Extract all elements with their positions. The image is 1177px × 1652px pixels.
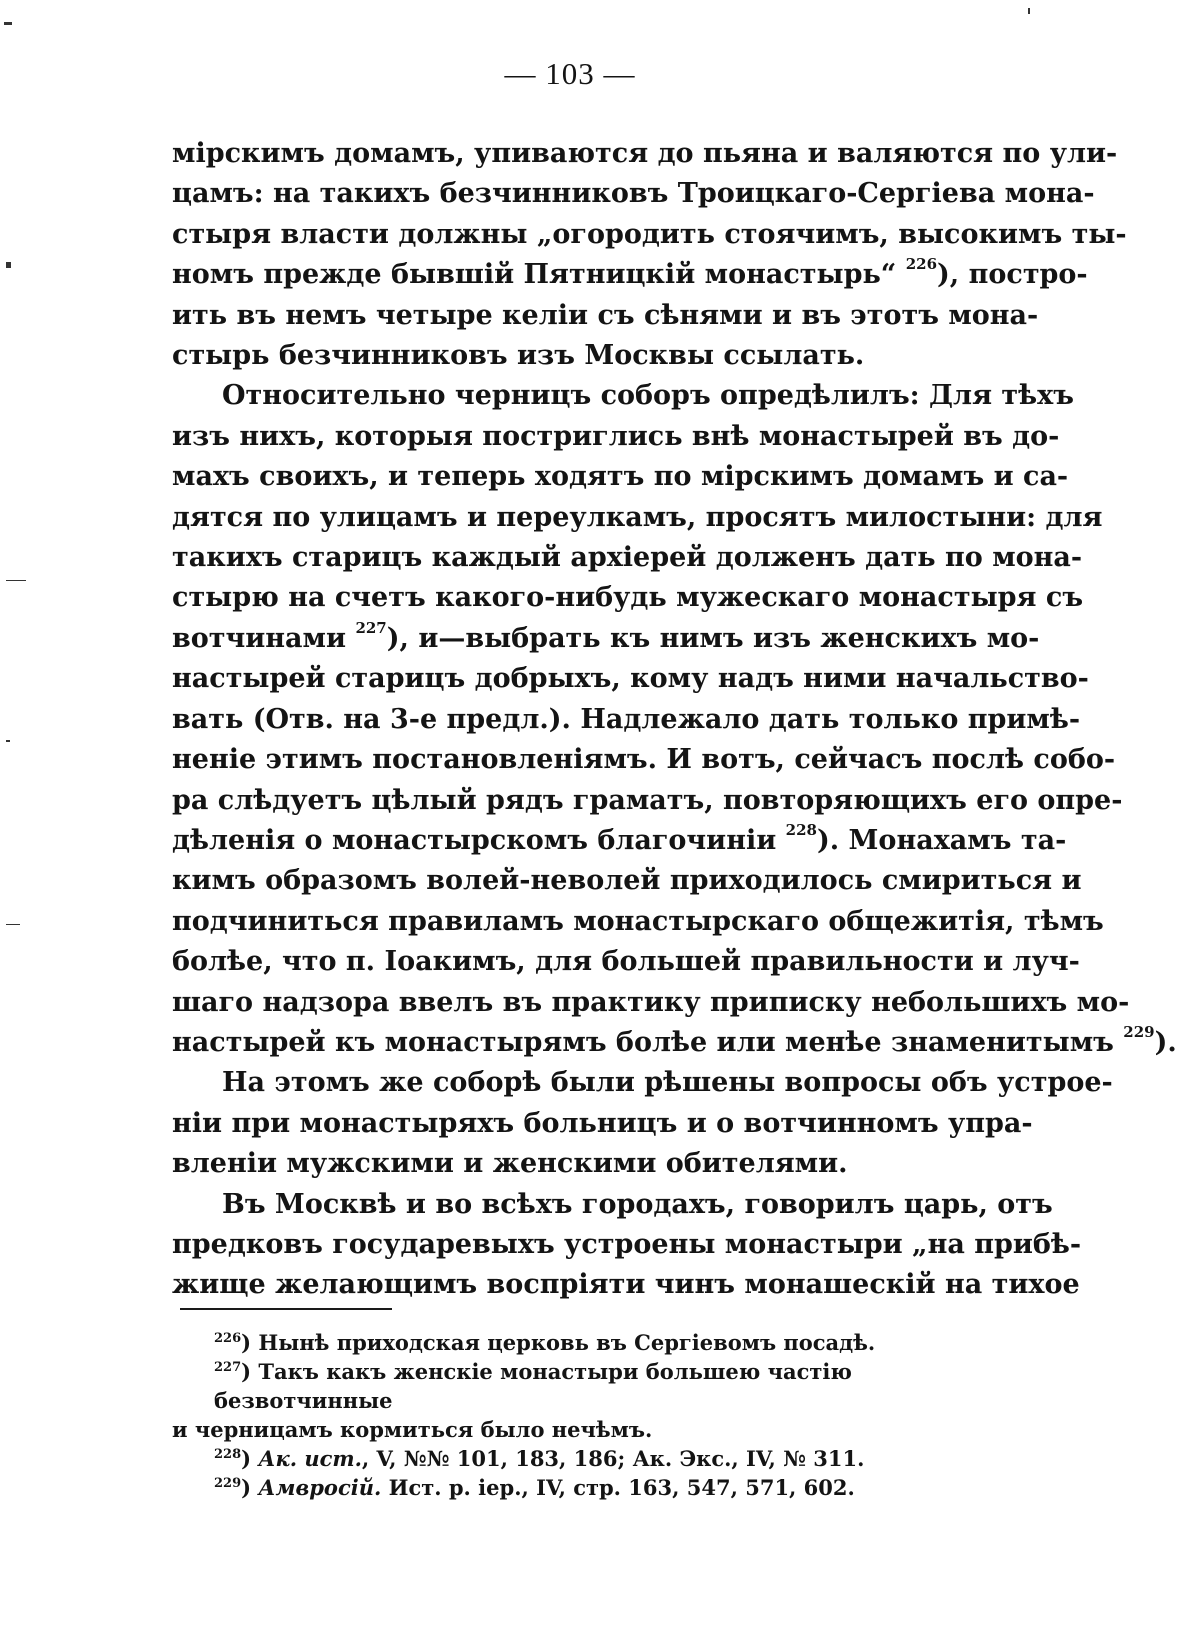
- text-line: вать (Отв. на 3-е предл.). Надлежало дать только примѣ-: [172, 703, 1081, 735]
- text-line: подчиниться правиламъ монастырскаго общежитія, тѣмъ: [172, 905, 1104, 937]
- text-line: такихъ старицъ каждый архіерей долженъ дать по мона-: [172, 542, 1083, 574]
- scan-speck: [6, 580, 26, 581]
- text-line: Относительно черницъ соборъ опредѣлилъ: Для тѣхъ: [222, 380, 1074, 412]
- text-line: махъ своихъ, и теперь ходятъ по мірскимъ домамъ и са-: [172, 461, 1069, 493]
- scan-speck: [6, 924, 20, 925]
- text-line: мірскимъ домамъ, упиваются до пьяна и валяются по ули-: [172, 138, 1118, 169]
- text-line: ра слѣдуетъ цѣлый рядъ граматъ, повторяющихъ его опре-: [172, 784, 1123, 816]
- text-line: дятся по улицамъ и переулкамъ, просятъ милостыни: для: [172, 501, 1103, 533]
- text-line: дѣленія о монастырскомъ благочиніи $^{228}$). Монахамъ та-: [172, 820, 1067, 856]
- text-line: Въ Москвѣ и во всѣхъ городахъ, говорилъ царь, отъ: [222, 1188, 1053, 1220]
- paragraph-3: [172, 1063, 1113, 1184]
- text-line: настырей къ монастырямъ болѣе или менѣе знаменитымъ $^{229}$).: [172, 1022, 1177, 1058]
- footnote-number: 228: [214, 1447, 242, 1462]
- text-line: неніе этимъ постановленіямъ. И вотъ, сейчасъ послѣ собо-: [172, 744, 1116, 776]
- text-line: предковъ государевыхъ устроены монастыри „на прибѣ-: [172, 1228, 1082, 1260]
- text-line: шаго надзора ввелъ въ практику приписку небольшихъ мо-: [172, 986, 1130, 1018]
- footnote-227-continued: и черницамъ кормиться было нечѣмъ.: [172, 1417, 653, 1442]
- text-line: болѣе, что п. Іоакимъ, для большей правильности и луч-: [172, 946, 1080, 978]
- footnote-ref-229[interactable]: 229: [1123, 1022, 1155, 1041]
- footnote-ref-226[interactable]: 226: [905, 255, 938, 274]
- text-line: жище желающимъ воспріяти чинъ монашескій на тихое: [172, 1269, 1080, 1301]
- text-line: ніи при монастыряхъ больницъ и о вотчинномъ упра-: [172, 1107, 1033, 1139]
- footnote-229: $^{229}$) Амвросій. Ист. р. іер., IV, стр. 163, 547, 571, 602.: [214, 1475, 855, 1500]
- text-line: вотчинами $^{227}$), и—выбрать къ нимъ изъ женскихъ мо-: [172, 618, 1040, 654]
- footnote-ref-227[interactable]: 227: [355, 618, 387, 637]
- text-line: стырю на счетъ какого-нибудь мужескаго монастыря съ: [172, 582, 1084, 614]
- text-line: номъ прежде бывшій Пятницкій монастырь“ $^{226}$), постро-: [172, 255, 1088, 291]
- footnote-number: 229: [214, 1476, 242, 1491]
- text-line: вленіи мужскими и женскими обителями.: [172, 1148, 848, 1180]
- footnote-number: 226: [214, 1331, 242, 1346]
- footnote-separator: [180, 1308, 392, 1310]
- scan-speck: [6, 262, 11, 268]
- text-line: На этомъ же соборѣ были рѣшены вопросы объ устрое-: [222, 1067, 1113, 1099]
- text-line: стыря власти должны „огородить стоячимъ, высокимъ ты-: [172, 218, 1127, 250]
- footnotes: [172, 1328, 982, 1502]
- footnote-228: $^{228}$) Ак. ист., V, №№ 101, 183, 186; Ак. Экс., IV, № 311.: [214, 1446, 865, 1471]
- scan-speck: [1028, 8, 1030, 14]
- paragraph-4: [172, 1185, 1082, 1306]
- paragraph-1: [172, 134, 1127, 376]
- text-line: цамъ: на такихъ безчинниковъ Троицкаго-Сергіева мона-: [172, 178, 1095, 210]
- scan-speck: [6, 740, 10, 742]
- scan-speck: [4, 22, 12, 25]
- text-line: стырь безчинниковъ изъ Москвы ссылать.: [172, 340, 865, 372]
- paragraph-2: [172, 376, 1177, 1063]
- footnote-ref-228[interactable]: 228: [785, 820, 817, 839]
- text-line: ить въ немъ четыре келіи съ сѣнями и въ этотъ мона-: [172, 299, 1039, 331]
- text-line: настырей старицъ добрыхъ, кому надъ ними начальство-: [172, 663, 1089, 695]
- text-line: изъ нихъ, которыя постриглись внѣ монастырей въ до-: [172, 420, 1060, 452]
- text-line: кимъ образомъ волей-неволей приходилось смириться и: [172, 865, 1082, 897]
- footnote-227: $^{227}$) Такъ какъ женскіе монастыри большею частію безвотчинные: [214, 1359, 852, 1413]
- page-number: — 103 —: [504, 56, 636, 91]
- footnote-number: 227: [214, 1360, 242, 1375]
- footnote-226: $^{226}$) Нынѣ приходская церковь въ Сергіевомъ посадѣ.: [214, 1330, 876, 1355]
- main-text: [172, 134, 1177, 1306]
